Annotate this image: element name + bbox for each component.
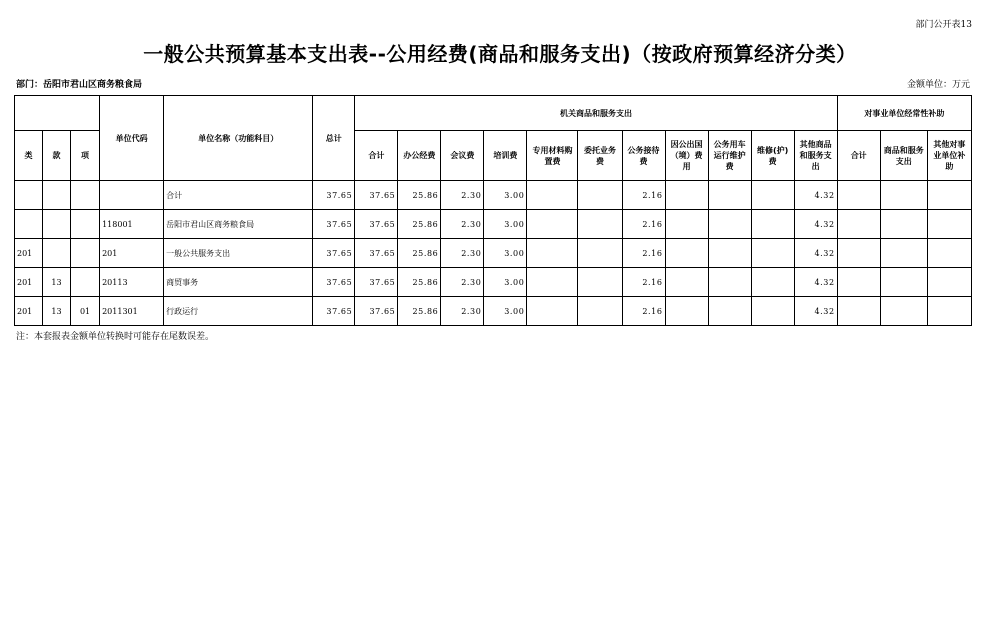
header-b-other-subsidy: 其他对事业单位补助 [927, 131, 971, 181]
cell-code [100, 181, 164, 210]
cell-materials [527, 297, 578, 326]
cell-name: 商贸事务 [164, 268, 313, 297]
header-total: 总计 [313, 96, 355, 181]
table-row [15, 181, 972, 210]
header-entrusted-business: 委托业务费 [578, 131, 622, 181]
header-a-total: 合计 [355, 131, 398, 181]
cell-code: 118001 [100, 210, 164, 239]
cell-reception: 2.16 [622, 297, 665, 326]
currency-unit-label: 金额单位：万元 [906, 80, 970, 90]
budget-table [14, 95, 972, 326]
cell-b-goods [880, 239, 927, 268]
cell-total: 37.65 [313, 239, 355, 268]
cell-code: 201 [100, 239, 164, 268]
cell-reception: 2.16 [622, 239, 665, 268]
cell-vehicle [708, 297, 751, 326]
cell-materials [527, 181, 578, 210]
cell-name: 合计 [164, 181, 313, 210]
cell-repair [751, 210, 794, 239]
cell-meeting: 2.30 [441, 181, 484, 210]
header-b-total: 合计 [837, 131, 880, 181]
header-official-reception: 公务接待费 [622, 131, 665, 181]
cell-b-other [927, 239, 971, 268]
cell-b-goods [880, 297, 927, 326]
cell-abroad [665, 268, 708, 297]
cell-code: 2011301 [100, 297, 164, 326]
cell-total: 37.65 [313, 268, 355, 297]
table-row [15, 297, 972, 326]
cell-other: 4.32 [794, 210, 837, 239]
department-label: 部门：岳阳市君山区商务粮食局 [16, 80, 143, 90]
header-unit-code: 单位代码 [100, 96, 164, 181]
cell-a-total: 37.65 [355, 210, 398, 239]
header-b-goods-services: 商品和服务支出 [880, 131, 927, 181]
cell-a-total: 37.65 [355, 268, 398, 297]
header-group-agency-spending: 机关商品和服务支出 [355, 96, 837, 131]
header-office-expense: 办公经费 [398, 131, 441, 181]
cell-total: 37.65 [313, 210, 355, 239]
footnote: 注：本套报表金额单位转换时可能存在尾数误差。 [16, 332, 215, 342]
header-lei: 类 [15, 131, 43, 181]
cell-materials [527, 268, 578, 297]
header-materials-expense: 专用材料购置费 [527, 131, 578, 181]
cell-materials [527, 239, 578, 268]
cell-training: 3.00 [484, 297, 527, 326]
cell-b-other [927, 210, 971, 239]
cell-repair [751, 181, 794, 210]
table-row [15, 239, 972, 268]
cell-abroad [665, 181, 708, 210]
cell-xiang [71, 181, 100, 210]
cell-lei: 201 [15, 239, 43, 268]
table-row [15, 210, 972, 239]
cell-reception: 2.16 [622, 268, 665, 297]
cell-repair [751, 297, 794, 326]
header-vehicle-maintenance: 公务用车运行维护费 [708, 131, 751, 181]
header-kuan: 款 [43, 131, 71, 181]
cell-reception: 2.16 [622, 181, 665, 210]
cell-training: 3.00 [484, 268, 527, 297]
cell-lei [15, 210, 43, 239]
cell-xiang: 01 [71, 297, 100, 326]
cell-meeting: 2.30 [441, 210, 484, 239]
header-row-1 [15, 96, 972, 131]
cell-office: 25.86 [398, 239, 441, 268]
cell-a-total: 37.65 [355, 297, 398, 326]
cell-lei: 201 [15, 268, 43, 297]
cell-abroad [665, 297, 708, 326]
page-title: 一般公共预算基本支出表--公用经费(商品和服务支出)（按政府预算经济分类） [143, 42, 857, 66]
cell-entrust [578, 297, 622, 326]
cell-lei: 201 [15, 297, 43, 326]
cell-xiang [71, 239, 100, 268]
cell-training: 3.00 [484, 239, 527, 268]
cell-repair [751, 239, 794, 268]
cell-kuan [43, 210, 71, 239]
header-repair-expense: 维修(护)费 [751, 131, 794, 181]
cell-vehicle [708, 181, 751, 210]
header-unit-name: 单位名称（功能科目） [164, 96, 313, 181]
cell-xiang [71, 210, 100, 239]
cell-vehicle [708, 210, 751, 239]
header-xiang: 项 [71, 131, 100, 181]
cell-training: 3.00 [484, 181, 527, 210]
header-func-subject [15, 96, 100, 131]
header-meeting-expense: 会议费 [441, 131, 484, 181]
cell-name: 行政运行 [164, 297, 313, 326]
cell-meeting: 2.30 [441, 297, 484, 326]
cell-entrust [578, 239, 622, 268]
cell-entrust [578, 268, 622, 297]
cell-repair [751, 268, 794, 297]
cell-b-other [927, 268, 971, 297]
header-other-goods-services: 其他商品和服务支出 [794, 131, 837, 181]
cell-name: 一般公共服务支出 [164, 239, 313, 268]
cell-reception: 2.16 [622, 210, 665, 239]
table-body [15, 181, 972, 326]
cell-other: 4.32 [794, 297, 837, 326]
cell-code: 20113 [100, 268, 164, 297]
cell-abroad [665, 239, 708, 268]
cell-training: 3.00 [484, 210, 527, 239]
cell-b-total [837, 297, 880, 326]
cell-other: 4.32 [794, 181, 837, 210]
cell-kuan: 13 [43, 297, 71, 326]
cell-office: 25.86 [398, 210, 441, 239]
header-training-expense: 培训费 [484, 131, 527, 181]
cell-vehicle [708, 268, 751, 297]
cell-b-goods [880, 210, 927, 239]
cell-total: 37.65 [313, 181, 355, 210]
cell-lei [15, 181, 43, 210]
cell-other: 4.32 [794, 268, 837, 297]
cell-total: 37.65 [313, 297, 355, 326]
cell-b-total [837, 181, 880, 210]
cell-vehicle [708, 239, 751, 268]
cell-office: 25.86 [398, 268, 441, 297]
cell-b-goods [880, 181, 927, 210]
cell-meeting: 2.30 [441, 268, 484, 297]
cell-a-total: 37.65 [355, 181, 398, 210]
table-row [15, 268, 972, 297]
cell-entrust [578, 210, 622, 239]
header-overseas-travel: 因公出国（境）费用 [665, 131, 708, 181]
cell-materials [527, 210, 578, 239]
cell-abroad [665, 210, 708, 239]
form-number: 部门公开表13 [915, 20, 972, 30]
cell-xiang [71, 268, 100, 297]
cell-kuan [43, 239, 71, 268]
cell-b-total [837, 268, 880, 297]
cell-office: 25.86 [398, 181, 441, 210]
cell-b-other [927, 297, 971, 326]
cell-entrust [578, 181, 622, 210]
cell-b-total [837, 239, 880, 268]
cell-b-goods [880, 268, 927, 297]
cell-b-other [927, 181, 971, 210]
cell-name: 岳阳市君山区商务粮食局 [164, 210, 313, 239]
cell-a-total: 37.65 [355, 239, 398, 268]
cell-office: 25.86 [398, 297, 441, 326]
cell-meeting: 2.30 [441, 239, 484, 268]
cell-other: 4.32 [794, 239, 837, 268]
header-group-institution-subsidy: 对事业单位经常性补助 [837, 96, 971, 131]
cell-kuan [43, 181, 71, 210]
cell-kuan: 13 [43, 268, 71, 297]
cell-b-total [837, 210, 880, 239]
